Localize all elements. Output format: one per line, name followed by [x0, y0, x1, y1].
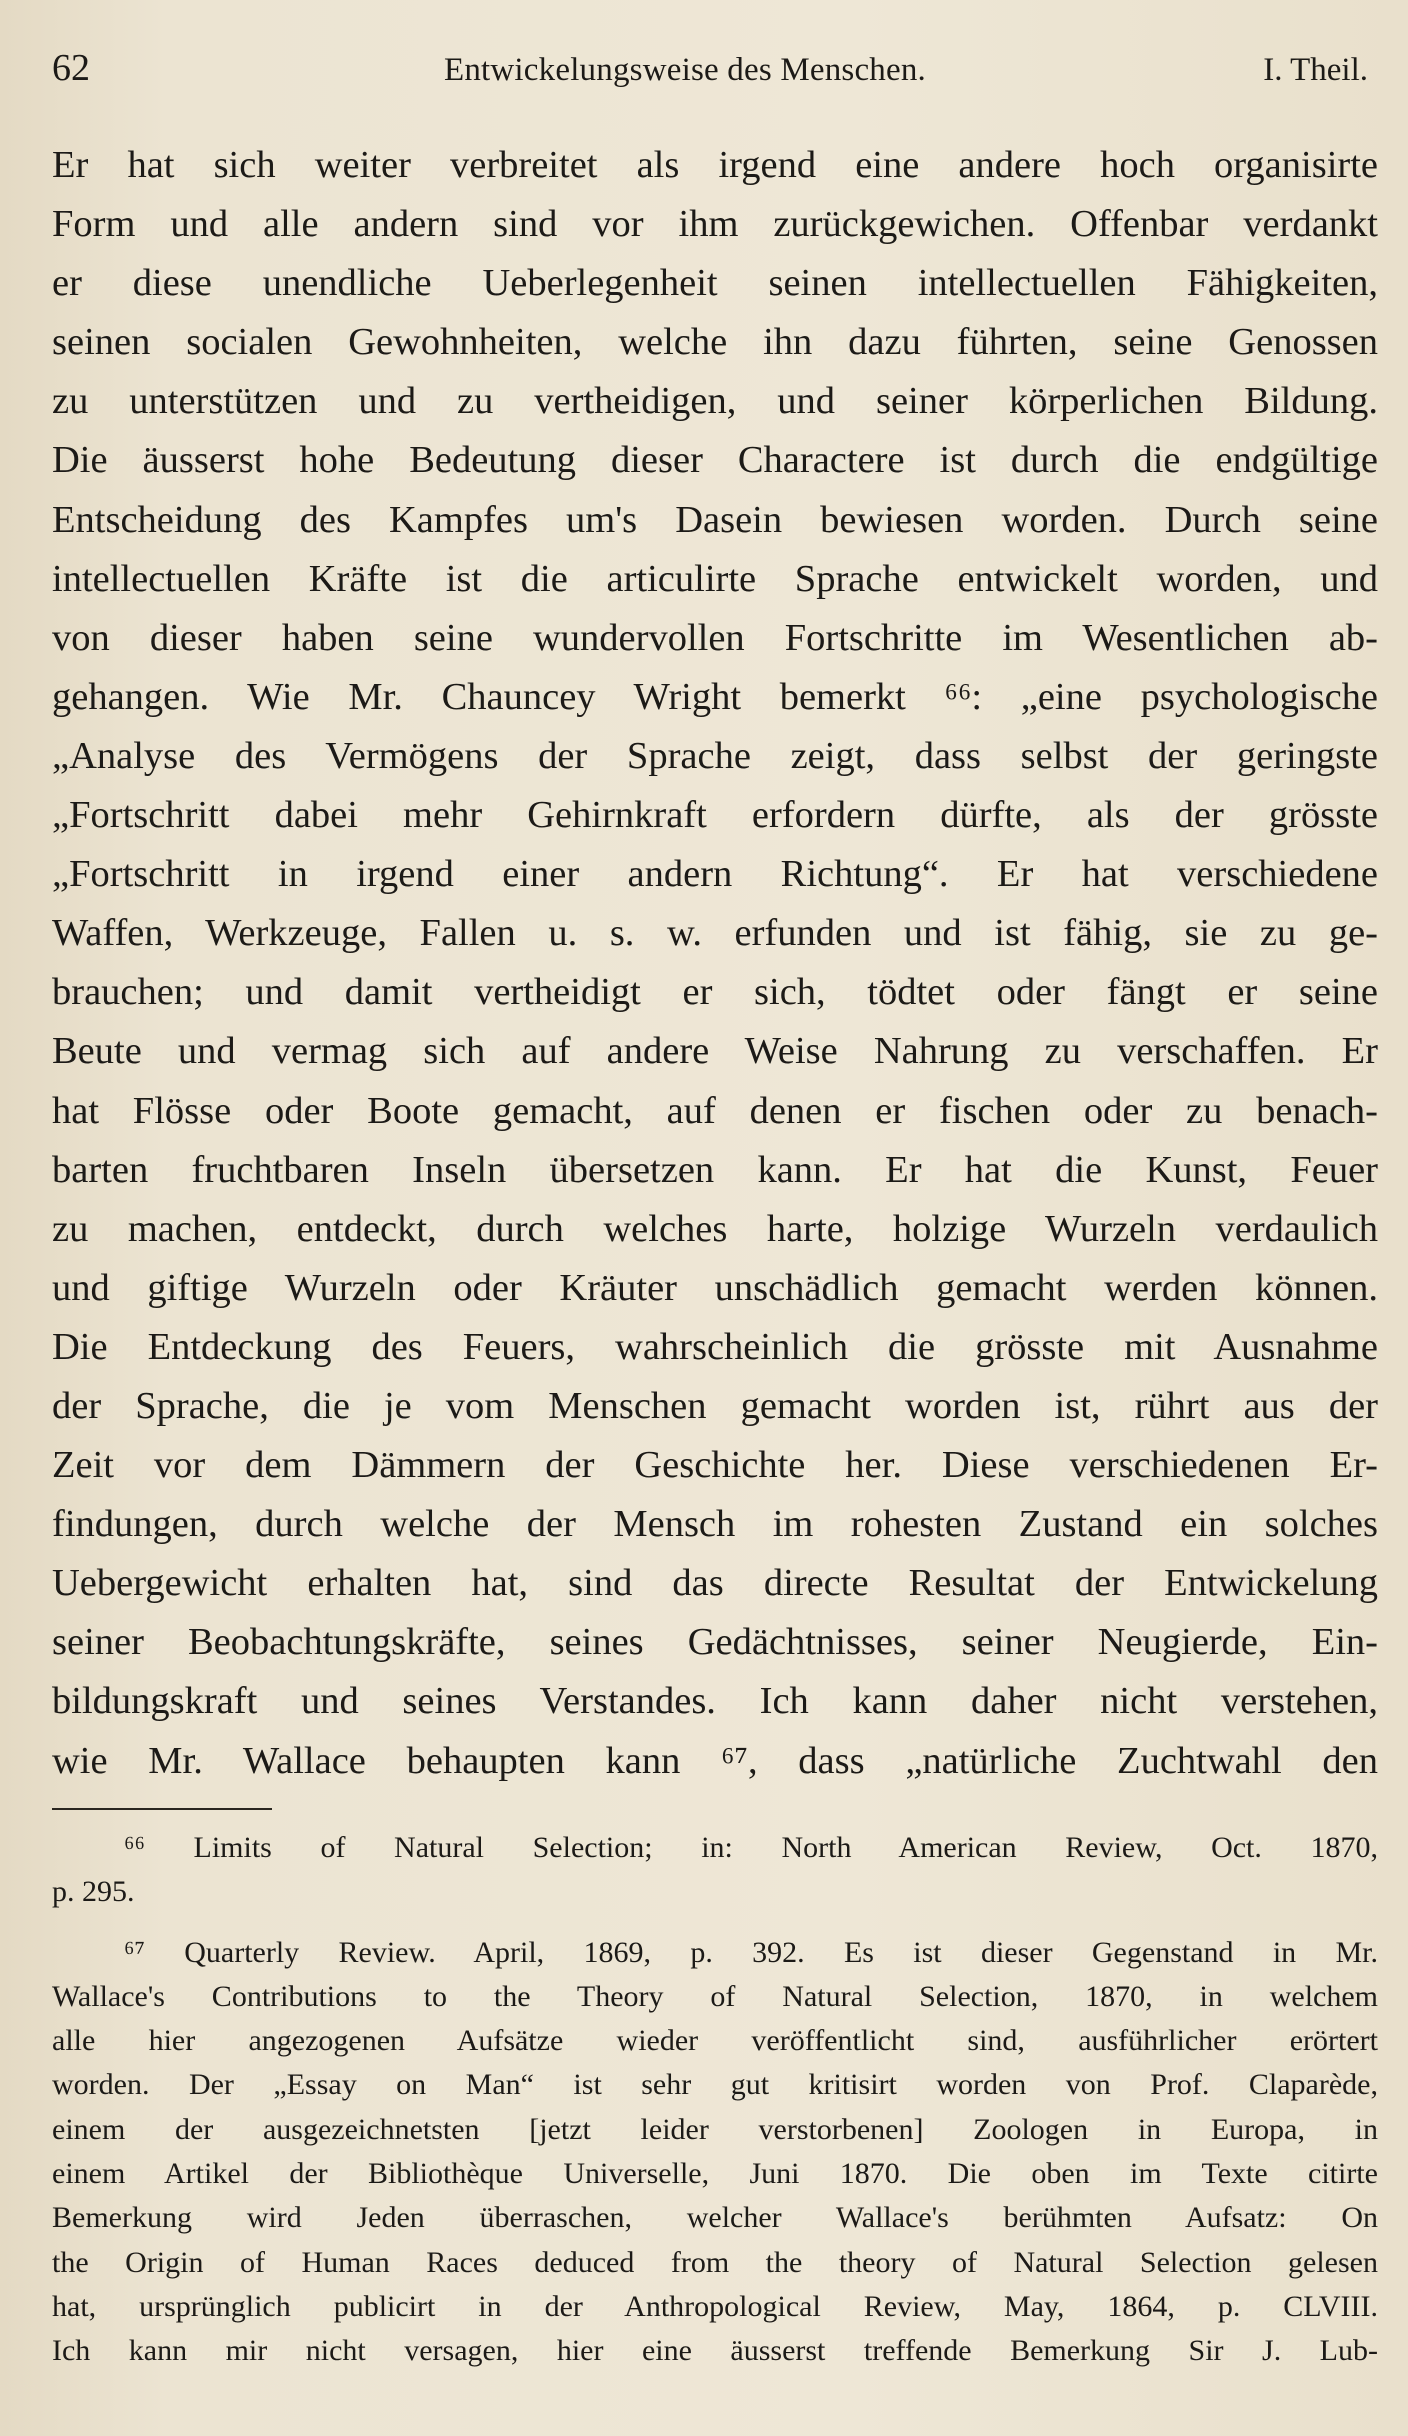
part-label: I. Theil.	[1263, 52, 1368, 88]
main-text	[52, 136, 1378, 1791]
footnotes	[52, 1826, 1378, 2374]
running-title: Entwickelungsweise des Menschen.	[443, 52, 927, 88]
footnote-line: the Origin of Human Races deduced from the theory of Natural Selection gelesen	[52, 2245, 1378, 2279]
text-line: gehangen. Wie Mr. Chauncey Wright bemerkt ⁶⁶: „eine psychologische	[52, 675, 1378, 718]
page-number: 62	[52, 47, 90, 89]
text-line: Die Entdeckung des Feuers, wahrscheinlich die grösste mit Ausnahme	[52, 1325, 1378, 1368]
text-line: zu machen, entdeckt, durch welches harte, holzige Wurzeln verdaulich	[52, 1207, 1378, 1250]
footnote-line: Wallace's Contributions to the Theory of Natural Selection, 1870, in welchem	[52, 1979, 1378, 2013]
text-line: „Fortschritt dabei mehr Gehirnkraft erfordern dürfte, als der grösste	[52, 794, 1378, 837]
text-line: findungen, durch welche der Mensch im rohesten Zustand ein solches	[52, 1503, 1378, 1546]
footnote-line: Ich kann mir nicht versagen, hier eine äusserst treffende Bemerkung Sir J. Lub-	[52, 2334, 1378, 2368]
text-line: „Fortschritt in irgend einer andern Richtung“. Er hat verschiedene	[52, 853, 1378, 896]
text-line: zu unterstützen und zu vertheidigen, und seiner körperlichen Bildung.	[52, 380, 1378, 423]
footnote-line: ⁶⁶ Limits of Natural Selection; in: North American Review, Oct. 1870,	[124, 1831, 1378, 1864]
text-line: seinen socialen Gewohnheiten, welche ihn dazu führten, seine Genossen	[52, 321, 1378, 364]
footnote-line: worden. Der „Essay on Man“ ist sehr gut kritisirt worden von Prof. Claparède,	[52, 2068, 1378, 2102]
text-line: Beute und vermag sich auf andere Weise Nahrung zu verschaffen. Er	[52, 1030, 1378, 1073]
footnote-line: ⁶⁷ Quarterly Review. April, 1869, p. 392. Es ist dieser Gegenstand in Mr.	[124, 1935, 1378, 1969]
text-line: „Analyse des Vermögens der Sprache zeigt, dass selbst der geringste	[52, 734, 1378, 777]
text-line: Form und alle andern sind vor ihm zurückgewichen. Offenbar verdankt	[52, 203, 1378, 246]
text-line: Entscheidung des Kampfes um's Dasein bewiesen worden. Durch seine	[52, 498, 1378, 541]
text-line: er diese unendliche Ueberlegenheit seinen intellectuellen Fähigkeiten,	[52, 262, 1378, 305]
footnote-line: Bemerkung wird Jeden überraschen, welcher Wallace's berühmten Aufsatz: On	[52, 2201, 1378, 2235]
text-line: seiner Beobachtungskräfte, seines Gedächtnisses, seiner Neugierde, Ein-	[52, 1621, 1378, 1664]
footnote-line: einem der ausgezeichnetsten [jetzt leider verstorbenen] Zoologen in Europa, in	[52, 2112, 1378, 2146]
text-line: Er hat sich weiter verbreitet als irgend eine andere hoch organisirte	[52, 144, 1378, 186]
text-line: wie Mr. Wallace behaupten kann ⁶⁷, dass „natürliche Zuchtwahl den	[52, 1739, 1378, 1782]
footnote-66	[52, 1826, 1378, 1915]
footnote-line: p. 295.	[52, 1875, 135, 1909]
text-line: von dieser haben seine wundervollen Fortschritte im Wesentlichen ab-	[52, 616, 1378, 659]
text-line: intellectuellen Kräfte ist die articulirte Sprache entwickelt worden, und	[52, 557, 1378, 600]
footnote-67	[52, 1931, 1378, 2374]
text-line: brauchen; und damit vertheidigt er sich, tödtet oder fängt er seine	[52, 971, 1378, 1014]
footnote-line: hat, ursprünglich publicirt in der Anthropological Review, May, 1864, p. CLVIII.	[52, 2289, 1378, 2323]
text-line: Zeit vor dem Dämmern der Geschichte her. Diese verschiedenen Er-	[52, 1444, 1378, 1487]
text-line: barten fruchtbaren Inseln übersetzen kann. Er hat die Kunst, Feuer	[52, 1148, 1378, 1191]
footnote-line: alle hier angezogenen Aufsätze wieder veröffentlicht sind, ausführlicher erörtert	[52, 2024, 1378, 2058]
text-line: Die äusserst hohe Bedeutung dieser Charactere ist durch die endgültige	[52, 439, 1378, 482]
text-line: der Sprache, die je vom Menschen gemacht worden ist, rührt aus der	[52, 1384, 1378, 1427]
text-line: und giftige Wurzeln oder Kräuter unschädlich gemacht werden können.	[52, 1266, 1378, 1309]
text-line: hat Flösse oder Boote gemacht, auf denen er fischen oder zu benach-	[52, 1089, 1378, 1132]
running-head	[52, 38, 1378, 98]
text-line: Uebergewicht erhalten hat, sind das directe Resultat der Entwickelung	[52, 1562, 1378, 1605]
footnote-line: einem Artikel der Bibliothèque Universelle, Juni 1870. Die oben im Texte citirte	[52, 2157, 1378, 2191]
text-line: Waffen, Werkzeuge, Fallen u. s. w. erfunden und ist fähig, sie zu ge-	[52, 912, 1378, 955]
text-line: bildungskraft und seines Verstandes. Ich kann daher nicht verstehen,	[52, 1680, 1378, 1723]
footnote-divider	[52, 1808, 272, 1810]
